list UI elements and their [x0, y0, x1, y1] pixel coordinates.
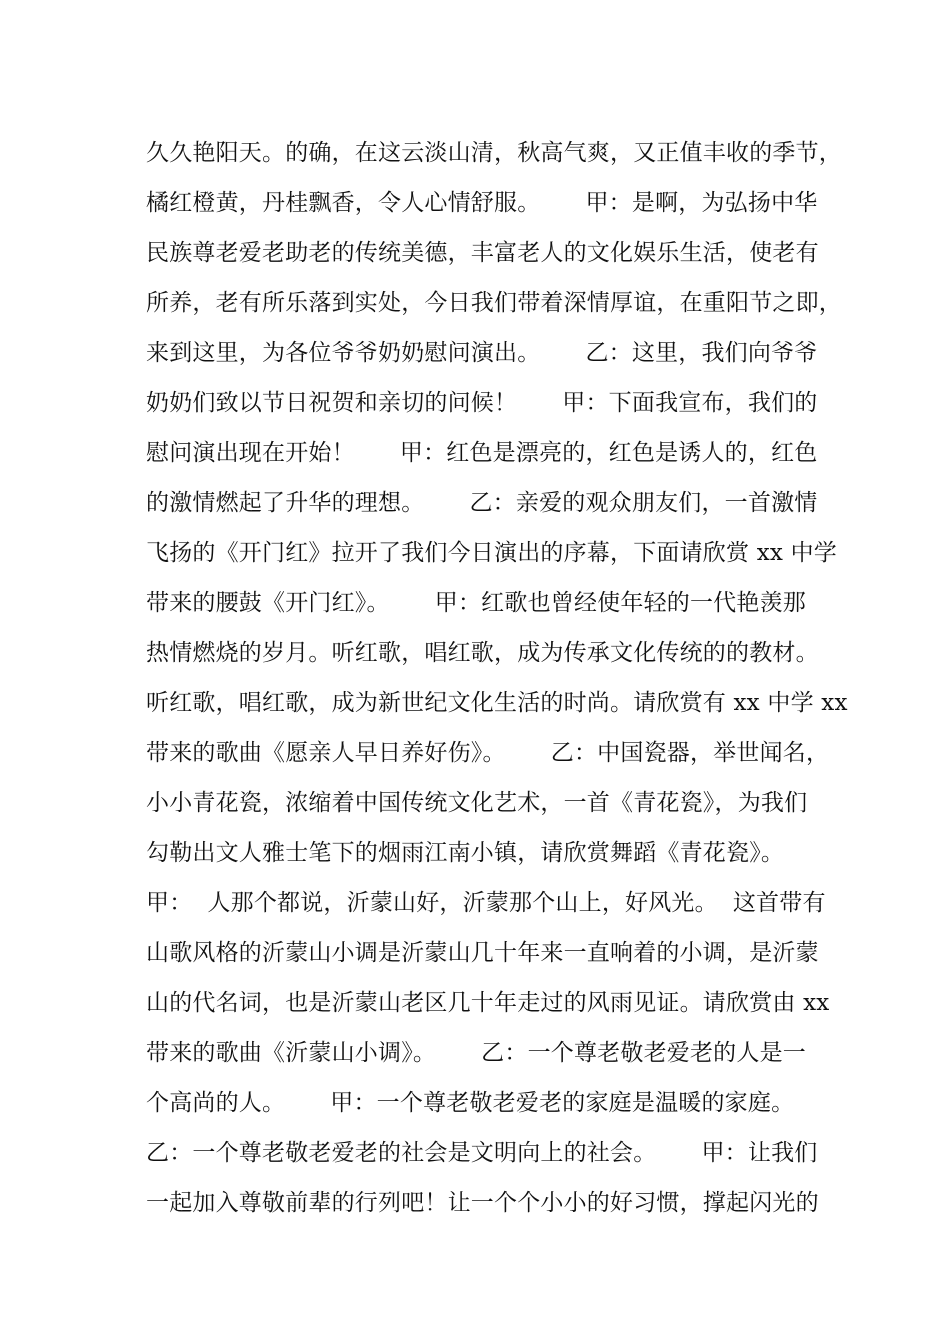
text-line: 带来的歌曲《愿亲人早日养好伤》。 乙：中国瓷器，举世闻名，	[146, 740, 830, 766]
text-line: 乙：一个尊老敬老爱老的社会是文明向上的社会。 甲：让我们	[146, 1140, 818, 1166]
text-line: 奶奶们致以节日祝贺和亲切的问候！ 甲：下面我宣布，我们的	[146, 390, 818, 416]
text-line: 甲： 人那个都说，沂蒙山好，沂蒙那个山上，好风光。 这首带有	[146, 890, 826, 916]
text-line: 所养，老有所乐落到实处，今日我们带着深情厚谊，在重阳节之即，	[146, 290, 842, 316]
text-line: 山歌风格的沂蒙山小调是沂蒙山几十年来一直响着的小调，是沂蒙	[146, 940, 819, 966]
text-line: 橘红橙黄，丹桂飘香，令人心情舒服。 甲：是啊，为弘扬中华	[146, 190, 818, 216]
text-line: 个高尚的人。 甲：一个尊老敬老爱老的家庭是温暖的家庭。	[146, 1090, 795, 1116]
body-text	[146, 128, 846, 1228]
text-line: 慰问演出现在开始！ 甲：红色是漂亮的，红色是诱人的，红色	[146, 440, 818, 466]
text-line: 飞扬的《开门红》拉开了我们今日演出的序幕，下面请欣赏 xx 中学	[146, 540, 837, 566]
text-line: 带来的歌曲《沂蒙山小调》。 乙：一个尊老敬老爱老的人是一	[146, 1040, 806, 1066]
text-line: 的激情燃起了升华的理想。 乙：亲爱的观众朋友们，一首激情	[146, 490, 818, 516]
text-line: 民族尊老爱老助老的传统美德，丰富老人的文化娱乐生活，使老有	[146, 240, 819, 266]
text-line: 听红歌，唱红歌，成为新世纪文化生活的时尚。请欣赏有 xx 中学 xx	[146, 690, 848, 716]
text-line: 带来的腰鼓《开门红》。 甲：红歌也曾经使年轻的一代艳羡那	[146, 590, 806, 616]
text-line: 勾勒出文人雅士笔下的烟雨江南小镇，请欣赏舞蹈《青花瓷》。	[146, 840, 785, 866]
text-line: 热情燃烧的岁月。听红歌，唱红歌，成为传承文化传统的的教材。	[146, 640, 819, 666]
text-line: 来到这里，为各位爷爷奶奶慰问演出。 乙：这里，我们向爷爷	[146, 340, 818, 366]
text-line: 久久艳阳天。的确，在这云淡山清，秋高气爽，又正值丰收的季节，	[146, 140, 842, 166]
text-line: 山的代名词，也是沂蒙山老区几十年走过的风雨见证。请欣赏由 xx	[146, 990, 830, 1016]
text-line: 小小青花瓷，浓缩着中国传统文化艺术，一首《青花瓷》，为我们	[146, 790, 808, 816]
text-line: 一起加入尊敬前辈的行列吧！让一个个小小的好习惯，撑起闪光的	[146, 1190, 819, 1216]
